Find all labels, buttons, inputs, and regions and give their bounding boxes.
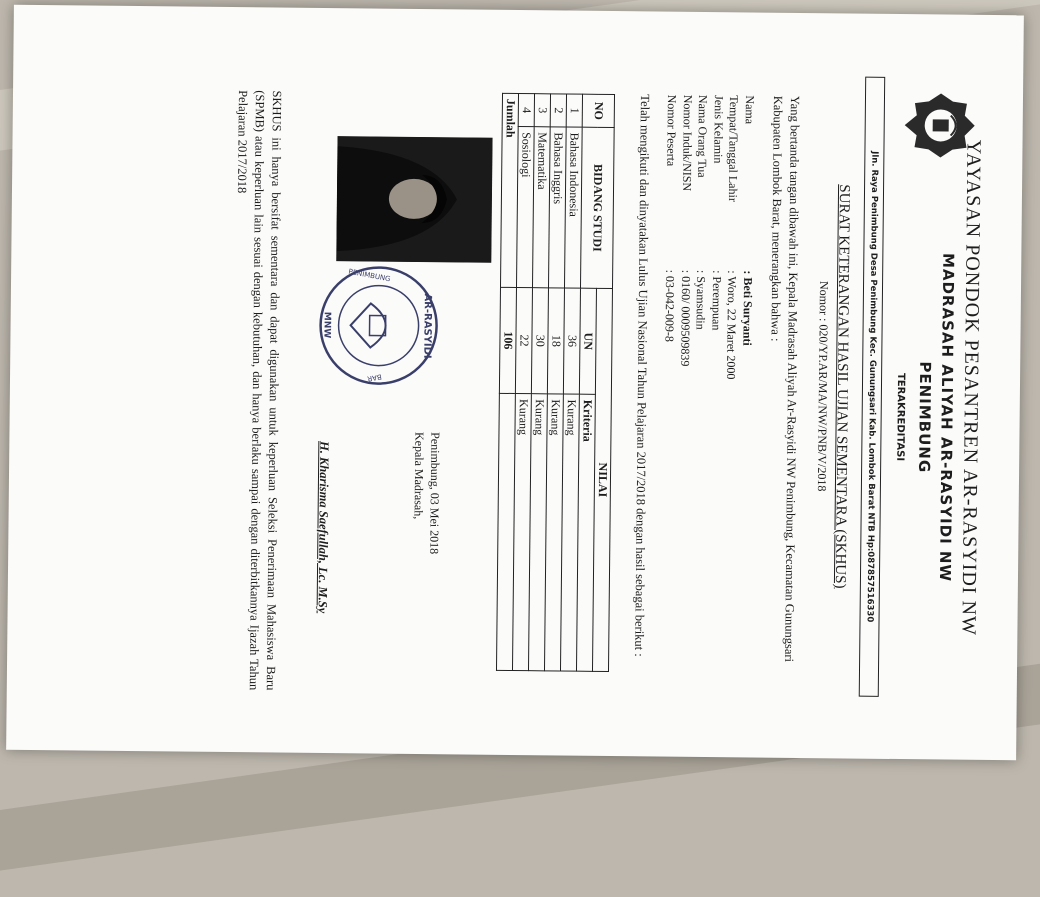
row-no: 4 — [518, 93, 534, 126]
header-nilai: NILAI — [592, 288, 612, 671]
document-paper — [6, 5, 1024, 761]
document-number: Nomor : 020/YP.AR/MA/NW/PNB/V/2018 — [814, 280, 832, 491]
school-address: Jln. Raya Penimbung Desa Penimbung Kec. Gunungsari Kab. Lombok Barat NTB Hp:087857516330 — [859, 76, 885, 696]
row-un: 18 — [547, 287, 564, 393]
foundation-name: YAYASAN PONDOK PESANTREN AR-RASYIDI NW — [957, 139, 985, 636]
signature-block — [410, 431, 443, 553]
total-empty — [496, 393, 515, 670]
row-kriteria: Kurang — [512, 393, 531, 670]
total-value: 106 — [499, 287, 516, 393]
identity-value: : Syamsudin — [694, 269, 709, 330]
row-kriteria: Kurang — [544, 393, 563, 670]
header-kriteria: Kriteria — [576, 394, 595, 671]
identity-label: Tempat/Tanggal Lahir — [726, 94, 742, 202]
row-no: 2 — [550, 93, 566, 126]
identity-value: : 0160/ 0009509839 — [678, 269, 694, 367]
intro-paragraph: Yang bertanda tangan dibawah ini, Kepala Madrasah Aliyah Ar-Rasyidi NW Penimbung, Kecamatan Gunungsari Kabupaten Lombok Barat, menerangkan bahwa : — [768, 95, 803, 662]
header-no: NO — [582, 94, 614, 127]
stamp-text-top: AR-RASYIDI — [421, 292, 433, 359]
identity-row — [692, 94, 710, 378]
grades-table — [496, 92, 615, 671]
identity-value: : Woro, 22 Maret 2000 — [724, 269, 740, 379]
identity-row — [739, 95, 757, 379]
identity-label: Nama Orang Tua — [695, 94, 711, 178]
school-name-line1: MADRASAH ALIYAH AR-RASYIDI NW — [935, 252, 958, 582]
header-un: UN — [579, 288, 596, 394]
letterhead — [854, 76, 985, 697]
row-subject: Bahasa Inggris — [548, 126, 566, 287]
school-name-line2: PENIMBUNG — [915, 360, 935, 473]
identity-label: Nomor Induk/NISN — [680, 94, 696, 191]
row-un: 36 — [563, 288, 580, 394]
student-identity — [661, 94, 757, 379]
header-subject: BIDANG STUDI — [580, 127, 614, 288]
identity-value: : 03-042-009-8 — [662, 269, 678, 342]
sign-position: Kepala Madrasah, — [411, 431, 427, 519]
identity-row — [677, 94, 695, 378]
row-kriteria: Kurang — [528, 393, 547, 670]
stamp-text-bottom: MNW — [321, 311, 332, 338]
row-subject: Sosiologi — [517, 126, 535, 287]
identity-row — [661, 94, 679, 378]
identity-value: : Beti Suryanti — [740, 269, 756, 346]
row-subject: Bahasa Indonesia — [564, 127, 582, 288]
row-subject: Matematika — [532, 126, 550, 287]
identity-label: Jenis Kelamin — [711, 94, 727, 164]
row-no: 3 — [534, 93, 550, 126]
student-photo — [336, 136, 492, 263]
document-content — [16, 27, 1013, 737]
row-un: 30 — [531, 287, 548, 393]
identity-row — [723, 95, 741, 379]
stamp-text-left: PENIMBUNG — [347, 267, 392, 283]
identity-label: Nama — [742, 94, 758, 124]
signatory-name: H. Kharisma Saefullah, Lc. M.Sy — [315, 440, 332, 613]
document-title: SURAT KETERANGAN HASIL UJIAN SEMENTARA (SKHUS) — [831, 183, 853, 589]
disclaimer-paragraph: SKHUS ini hanya bersifat sementara dan dapat digunakan untuk keperluan Seleksi Penerimaan Mahasiswa Baru (SPMB) atau keperluan lain sesuai dengan kebutuhan, dan hanya berlaku sampai dengan diterbitkannya Ijazah Tahun Pelajaran 2017/2018 — [234, 89, 285, 691]
result-statement: Telah mengikuti dan dinyatakan Lulus Ujian Nasional Tahun Pelajaran 2017/2018 dengan hasil sebagai berikut : — [632, 93, 653, 657]
total-label: Jumlah — [501, 93, 519, 287]
identity-value: : Perempuan — [709, 269, 725, 331]
row-no: 1 — [566, 94, 582, 127]
stamp-text-right: BAR — [366, 371, 383, 383]
identity-label: Nomor Peserta — [664, 94, 680, 166]
sign-place-date: Penimbung, 03 Mei 2018 — [427, 431, 443, 554]
row-kriteria: Kurang — [560, 394, 579, 671]
official-stamp — [315, 262, 441, 388]
row-un: 22 — [515, 287, 532, 393]
accreditation-label: TERAKREDITASI — [894, 372, 907, 461]
table-header-row — [592, 94, 614, 671]
